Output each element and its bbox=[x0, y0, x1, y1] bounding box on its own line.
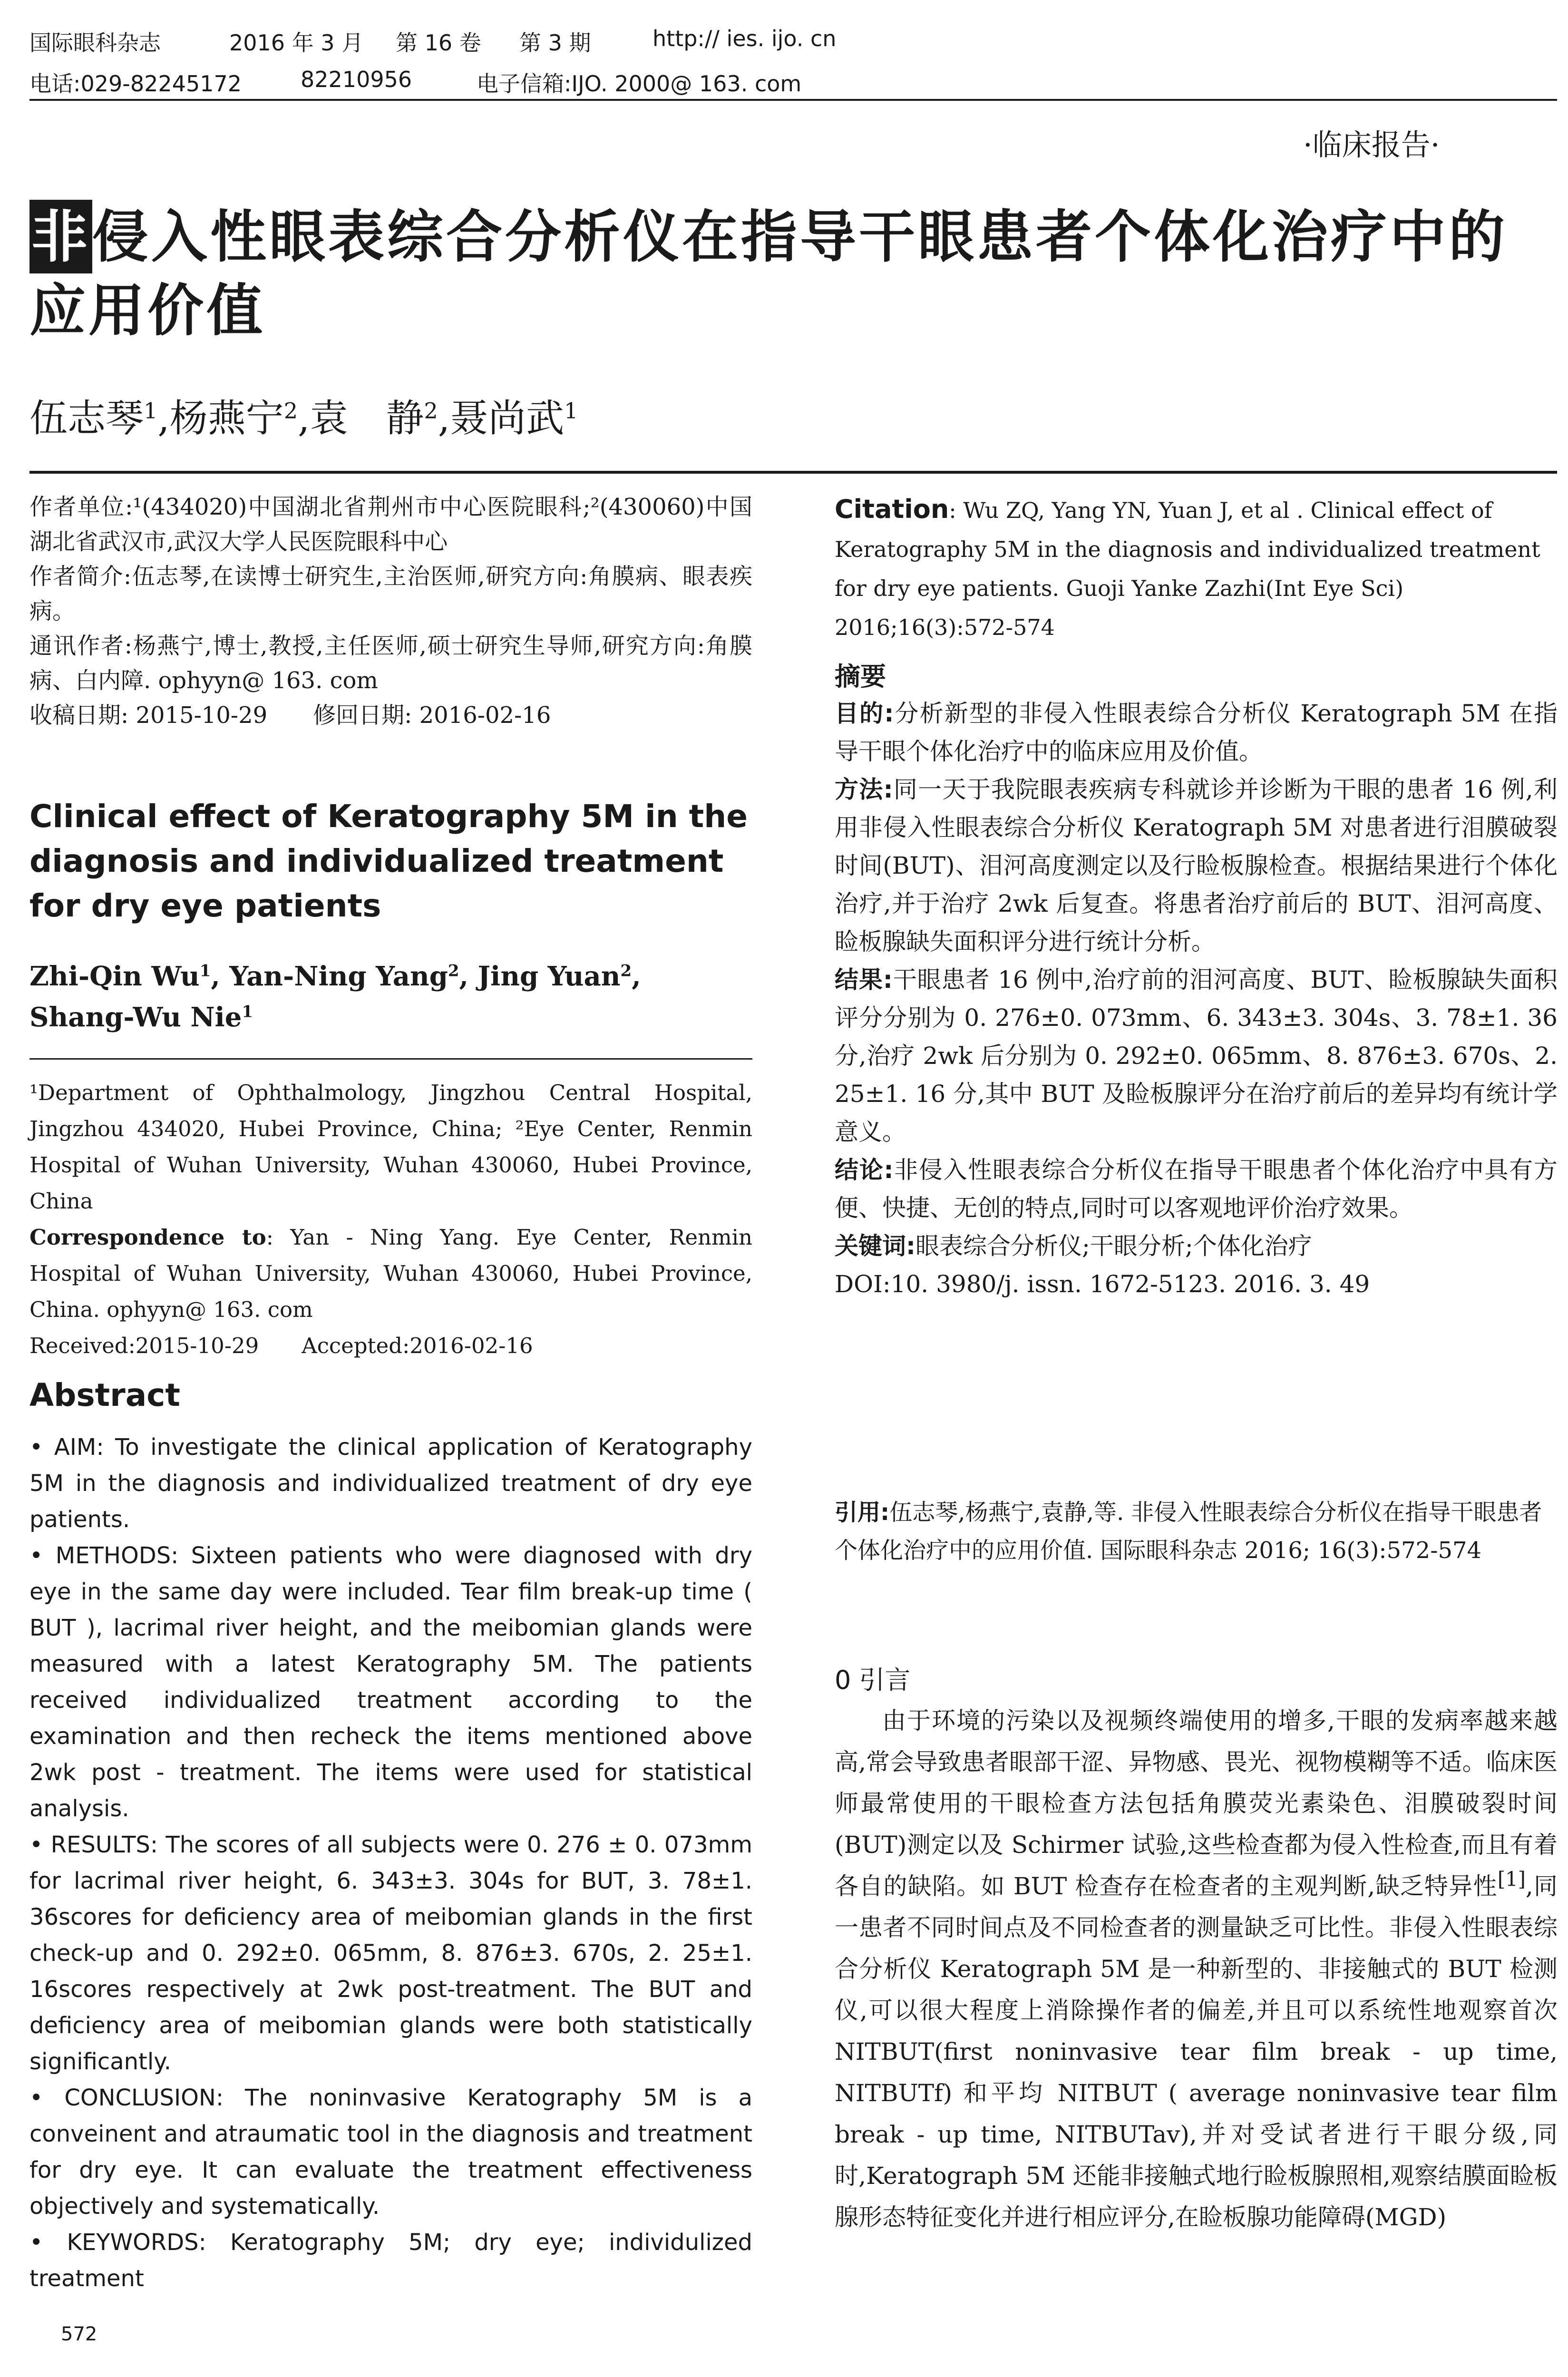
cn-text: 眼表综合分析仪;干眼分析;个体化治疗 bbox=[915, 1232, 1312, 1260]
citation-label: Citation bbox=[835, 494, 949, 524]
author-name: 伍志琴 bbox=[29, 396, 144, 440]
cn-abstract-conclusion bbox=[835, 1151, 1558, 1227]
intro-heading: 0 引言 bbox=[835, 1665, 911, 1695]
header-line-1 bbox=[29, 26, 1532, 54]
title-rule bbox=[29, 471, 1557, 474]
authors-cn: 伍志琴$^1$,杨燕宁$^2$,袁 静$^2$,聂尚武$^1$ bbox=[29, 396, 578, 440]
citation-en bbox=[835, 490, 1558, 647]
author-name: 袁 静 bbox=[310, 396, 424, 440]
abstract-body bbox=[29, 1429, 752, 2297]
volume: 第 16 卷 bbox=[396, 30, 481, 56]
cn-label: 方法: bbox=[835, 776, 893, 803]
cn-abstract-keywords bbox=[835, 1227, 1558, 1265]
author-affil-sup: 1 bbox=[199, 961, 211, 981]
author-name-en: Yan-Ning Yang bbox=[229, 961, 448, 992]
correspondence-en bbox=[29, 1219, 752, 1328]
issue-number: 第 3 期 bbox=[519, 30, 591, 56]
author-affil-sup: 2 bbox=[424, 398, 438, 424]
author-affil-sup: 2 bbox=[448, 961, 459, 981]
correspondence-text: : Yan - Ning Yang. Eye Center, Renmin Hospital of Wuhan University, Wuhan 430060, Hubei Province, China. ophyyn@ 163. com bbox=[29, 1225, 752, 1322]
authors-en: Zhi-Qin Wu$^1$, Yan-Ning Yang$^2$, Jing Yuan$^2$, Shang-Wu Nie$^1$ bbox=[29, 961, 641, 1033]
issue-date: 2016 年 3 月 bbox=[229, 30, 364, 56]
received-accepted: Received:2015-10-29 Accepted:2016-02-16 bbox=[29, 1333, 533, 1358]
cn-abstract-methods bbox=[835, 770, 1558, 961]
affiliation-en bbox=[29, 1075, 752, 1364]
abstract-results: • RESULTS: The scores of all subjects were 0. 276 ± 0. 073mm for lacrimal river height, 6. 343±3. 304s for BUT, 3. 78±1. 36scores for deficiency area of meibomian glands in the first check-up and 0. 292±0. 065mm, 8. 876±3. 670s, 2. 25±1. 16scores respectively at 2wk post-treatment. The BUT and deficiency area of meibomian glands were both statistically significantly. bbox=[29, 1831, 752, 2075]
english-title: Clinical effect of Keratography 5M in the diagnosis and individualized treatment for dry eye patients bbox=[29, 798, 748, 924]
section-label: ·临床报告· bbox=[1303, 127, 1440, 162]
abstract-heading: Abstract bbox=[29, 1377, 180, 1413]
cn-label: 结论: bbox=[835, 1156, 894, 1184]
intro-body bbox=[835, 1700, 1558, 2238]
correspondence-label: Correspondence to bbox=[29, 1225, 266, 1250]
cn-label: 结果: bbox=[835, 966, 893, 994]
article-title bbox=[29, 200, 1551, 347]
title-text: 侵入性眼表综合分析仪在指导干眼患者个体化治疗中的应用价值 bbox=[29, 204, 1508, 343]
header-line-2 bbox=[29, 67, 1532, 95]
author-name: 聂尚武 bbox=[450, 396, 565, 440]
cn-label: 关键词: bbox=[835, 1232, 915, 1260]
author-affil-sup: 1 bbox=[144, 398, 158, 424]
journal-url[interactable]: http:// ies. ijo. cn bbox=[653, 26, 837, 51]
author-name: 杨燕宁 bbox=[169, 396, 284, 440]
cn-cite-label: 引用: bbox=[835, 1499, 890, 1526]
doi[interactable]: DOI:10. 3980/j. issn. 1672-5123. 2016. 3. 49 bbox=[835, 1270, 1370, 1298]
author-bio: 作者简介:伍志琴,在读博士研究生,主治医师,研究方向:角膜病、眼表疾病。 bbox=[29, 563, 752, 624]
journal-name: 国际眼科杂志 bbox=[29, 30, 161, 56]
citation-text: : Wu ZQ, Yang YN, Yuan J, et al . Clinical effect of Keratography 5M in the diagnosis and individualized treatment for dry eye patients. Guoji Yanke Zazhi(Int Eye Sci) 2016;16(3):572-574 bbox=[835, 497, 1540, 640]
running-header bbox=[29, 19, 1532, 100]
cn-text: 同一天于我院眼表疾病专科就诊并诊断为干眼的患者 16 例,利用非侵入性眼表综合分析仪 Keratograph 5M 对患者进行泪膜破裂时间(BUT)、泪河高度测定以及行睑板腺检查。根据结果进行个体化治疗,并于治疗 2wk 后复查。将患者治疗前后的 BUT、泪河高度、睑板腺缺失面积评分进行统计分析。 bbox=[835, 776, 1558, 955]
corresponding-author: 通讯作者:杨燕宁,博士,教授,主任医师,硕士研究生导师,研究方向:角膜病、白内障. ophyyn@ 163. com bbox=[29, 633, 752, 694]
author-name-en: Jing Yuan bbox=[477, 961, 621, 992]
email[interactable]: 电子信箱:IJO. 2000@ 163. com bbox=[477, 71, 802, 97]
author-affil-sup: 2 bbox=[283, 398, 298, 424]
cn-abstract-results bbox=[835, 961, 1558, 1151]
cn-label: 目的: bbox=[835, 700, 894, 727]
phone: 电话:029-82245172 bbox=[29, 71, 242, 97]
cn-text: 非侵入性眼表综合分析仪在指导干眼患者个体化治疗中具有方便、快捷、无创的特点,同时可以客观地评价治疗效果。 bbox=[835, 1156, 1558, 1222]
received-dates: 收稿日期: 2015-10-29 修回日期: 2016-02-16 bbox=[29, 702, 551, 729]
cn-abstract-heading: 摘要 bbox=[835, 662, 886, 692]
header-rule bbox=[29, 99, 1557, 101]
cn-abstract bbox=[835, 694, 1558, 1303]
cn-text: 分析新型的非侵入性眼表综合分析仪 Keratograph 5M 在指导干眼个体化治疗中的临床应用及价值。 bbox=[835, 700, 1558, 765]
title-mark: 非 bbox=[29, 200, 92, 273]
reference-link[interactable]: [1] bbox=[1497, 1867, 1526, 1891]
phone-2: 82210956 bbox=[301, 67, 412, 92]
author-affiliation: 作者单位:¹(434020)中国湖北省荆州市中心医院眼科;²(430060)中国湖北省武汉市,武汉大学人民医院眼科中心 bbox=[29, 494, 752, 555]
author-info-cn bbox=[29, 490, 752, 733]
abstract-conclusion: • CONCLUSION: The noninvasive Keratography 5M is a conveinent and atraumatic tool in the diagnosis and treatment for dry eye. It can evaluate the treatment effectiveness objectively and systematically. bbox=[29, 2085, 752, 2220]
author-name-en: Shang-Wu Nie bbox=[29, 1002, 242, 1033]
cn-abstract-aim bbox=[835, 694, 1558, 770]
affiliation-rule bbox=[29, 1058, 752, 1060]
cn-text: 干眼患者 16 例中,治疗前的泪河高度、BUT、睑板腺缺失面积评分分别为 0. 276±0. 073mm、6. 343±3. 304s、3. 78±1. 36 分,治疗 2wk 后分别为 0. 292±0. 065mm、8. 876±3. 670s、2. 25±1. 16 分,其中 BUT 及睑板腺评分在治疗前后的差异均有统计学意义。 bbox=[835, 966, 1558, 1146]
intro-text-cont: ,同一患者不同时间点及不同检查者的测量缺乏可比性。非侵入性眼表综合分析仪 Keratograph 5M 是一种新型的、非接触式的 BUT 检测仪,可以很大程度上消除操作者的偏差,并且可以系统性地观察首次 NITBUT(first noninvasive tear film break - up time, NITBUTf) 和平均 NITBUT ( average noninvasive tear film break - up time, NITBUTav),并对受试者进行干眼分级,同时,Keratograph 5M 还能非接触式地行睑板腺照相,观察结膜面睑板腺形态特征变化并进行相应评分,在睑板腺功能障碍(MGD) bbox=[835, 1872, 1558, 2231]
department-en: ¹Department of Ophthalmology, Jingzhou Central Hospital, Jingzhou 434020, Hubei Province, China; ²Eye Center, Renmin Hospital of Wuhan University, Wuhan 430060, Hubei Province, China bbox=[29, 1080, 752, 1214]
author-name-en: Zhi-Qin Wu bbox=[29, 961, 200, 992]
cn-cite-text: 伍志琴,杨燕宁,袁静,等. 非侵入性眼表综合分析仪在指导干眼患者个体化治疗中的应用价值. 国际眼科杂志 2016; 16(3):572-574 bbox=[835, 1499, 1542, 1564]
author-affil-sup: 2 bbox=[620, 961, 632, 981]
citation-cn bbox=[835, 1493, 1558, 1569]
abstract-aim: • AIM: To investigate the clinical application of Keratography 5M in the diagnosis and individualized treatment of dry eye patients. bbox=[29, 1434, 752, 1533]
page-number: 572 bbox=[61, 2323, 97, 2345]
intro-paragraph bbox=[835, 1700, 1558, 2238]
abstract-keywords: • KEYWORDS: Keratography 5M; dry eye; individulized treatment bbox=[29, 2229, 752, 2292]
abstract-methods: • METHODS: Sixteen patients who were diagnosed with dry eye in the same day were included. Tear film break-up time ( BUT ), lacrimal river height, and the meibomian glands were measured with a latest Keratography 5M. The patients received individualized treatment according to the examination and then recheck the items mentioned above 2wk post - treatment. The items were used for statistical analysis. bbox=[29, 1542, 752, 1822]
author-affil-sup: 1 bbox=[242, 1002, 253, 1022]
author-affil-sup: 1 bbox=[564, 398, 578, 424]
intro-text: 由于环境的污染以及视频终端使用的增多,干眼的发病率越来越高,常会导致患者眼部干涩、异物感、畏光、视物模糊等不适。临床医师最常使用的干眼检查方法包括角膜荧光素染色、泪膜破裂时间(BUT)测定以及 Schirmer 试验,这些检查都为侵入性检查,而且有着各自的缺陷。如 BUT 检查存在检查者的主观判断,缺乏特异性 bbox=[835, 1707, 1558, 1900]
